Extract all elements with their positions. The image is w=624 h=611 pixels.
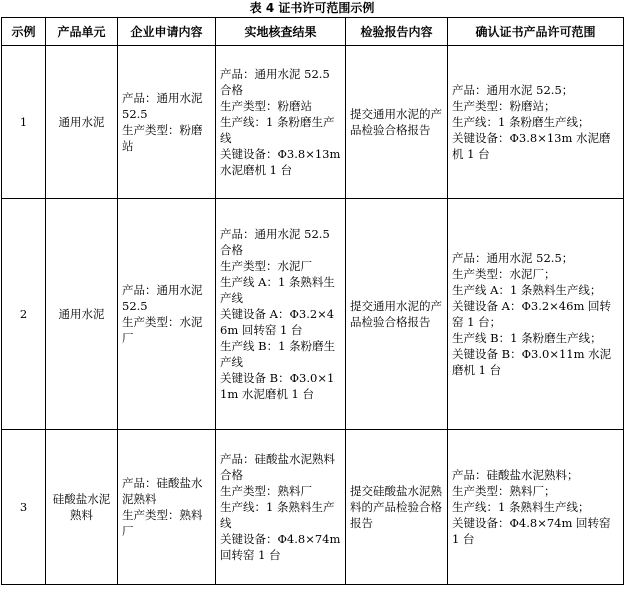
- header-row: [2, 18, 624, 46]
- header-example: 示例: [2, 18, 46, 46]
- license-scope-table: [1, 17, 624, 585]
- cell-product-unit: 硅酸盐水泥熟料: [46, 430, 118, 585]
- cell-scope: 产品：通用水泥 52.5； 生产类型：水泥厂； 生产线 A：1 条熟料生产线； 关键设备 A：Φ3.2×46m 回转窑 1 台； 生产线 B：1 条粉磨生产线； 关键设备 B：Φ3.0×11m 水泥磨机 1 台: [448, 199, 624, 430]
- header-inspection: 实地核查结果: [216, 18, 346, 46]
- cell-example: 2: [2, 199, 46, 430]
- cell-scope: 产品：硅酸盐水泥熟料； 生产类型：熟料厂； 生产线：1 条熟料生产线； 关键设备：Φ4.8×74m 回转窑 1 台: [448, 430, 624, 585]
- table-row: [2, 430, 624, 585]
- cell-scope: 产品：通用水泥 52.5； 生产类型：粉磨站； 生产线：1 条粉磨生产线； 关键设备：Φ3.8×13m 水泥磨机 1 台: [448, 46, 624, 199]
- header-application: 企业申请内容: [118, 18, 216, 46]
- cell-report: 提交硅酸盐水泥熟料的产品检验合格报告: [346, 430, 448, 585]
- cell-report: 提交通用水泥的产品检验合格报告: [346, 199, 448, 430]
- cell-application: 产品：通用水泥 52.5 生产类型：粉磨站: [118, 46, 216, 199]
- cell-application: 产品：硅酸盐水泥熟料 生产类型：熟料厂: [118, 430, 216, 585]
- cell-report: 提交通用水泥的产品检验合格报告: [346, 46, 448, 199]
- cell-inspection: 产品：通用水泥 52.5 合格 生产类型：水泥厂 生产线 A：1 条熟料生产线 关键设备 A：Φ3.2×46m 回转窑 1 台 生产线 B：1 条粉磨生产线 关键设备 B：Φ3.0×11m 水泥磨机 1 台: [216, 199, 346, 430]
- cell-product-unit: 通用水泥: [46, 199, 118, 430]
- cell-inspection: 产品：通用水泥 52.5 合格 生产类型：粉磨站 生产线：1 条粉磨生产线 关键设备：Φ3.8×13m 水泥磨机 1 台: [216, 46, 346, 199]
- cell-inspection: 产品：硅酸盐水泥熟料 合格 生产类型：熟料厂 生产线：1 条熟料生产线 关键设备：Φ4.8×74m 回转窑 1 台: [216, 430, 346, 585]
- table-row: [2, 199, 624, 430]
- table-row: [2, 46, 624, 199]
- header-product-unit: 产品单元: [46, 18, 118, 46]
- table-title: 表 4 证书许可范围示例: [249, 1, 375, 15]
- cell-example: 3: [2, 430, 46, 585]
- header-report: 检验报告内容: [346, 18, 448, 46]
- cell-product-unit: 通用水泥: [46, 46, 118, 199]
- cell-example: 1: [2, 46, 46, 199]
- header-scope: 确认证书产品许可范围: [448, 18, 624, 46]
- cell-application: 产品：通用水泥 52.5 生产类型：水泥厂: [118, 199, 216, 430]
